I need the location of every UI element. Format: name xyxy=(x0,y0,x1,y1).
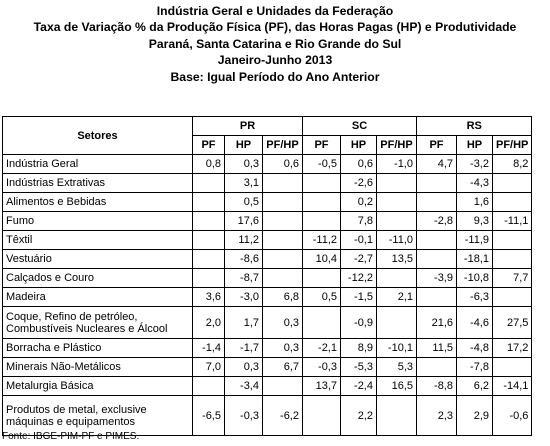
value-cell: -3,9 xyxy=(417,269,457,288)
value-cell: 6,7 xyxy=(263,358,303,377)
value-cell: -0,6 xyxy=(493,396,532,436)
value-cell xyxy=(377,193,417,212)
value-cell: -4,6 xyxy=(457,307,493,339)
value-cell xyxy=(303,307,341,339)
value-cell: 21,6 xyxy=(417,307,457,339)
state-header-rs: RS xyxy=(417,117,532,136)
value-cell: -6,3 xyxy=(457,288,493,307)
sector-name-cell: Metalurgia Básica xyxy=(3,377,193,396)
value-cell: -0,9 xyxy=(341,307,377,339)
value-cell: -8,7 xyxy=(225,269,263,288)
value-cell: 7,0 xyxy=(193,358,225,377)
value-cell: -3,2 xyxy=(457,155,493,174)
value-cell xyxy=(303,396,341,436)
value-cell: 1,7 xyxy=(225,307,263,339)
metric-header-pf-hp: PF/HP xyxy=(263,136,303,155)
sector-name-cell: Produtos de metal, exclusive máquinas e equipamentos xyxy=(3,396,193,436)
value-cell: -18,1 xyxy=(457,250,493,269)
value-cell: 9,3 xyxy=(457,212,493,231)
value-cell: 2,3 xyxy=(417,396,457,436)
value-cell: 0,5 xyxy=(303,288,341,307)
value-cell: 10,4 xyxy=(303,250,341,269)
value-cell xyxy=(377,174,417,193)
table-row xyxy=(3,155,532,174)
table-row xyxy=(3,212,532,231)
state-header-pr: PR xyxy=(193,117,303,136)
value-cell xyxy=(417,174,457,193)
title-line-2: Taxa de Variação % da Produção Física (PF), das Horas Pagas (HP) e Produtividade xyxy=(33,20,517,35)
value-cell: 4,7 xyxy=(417,155,457,174)
value-cell xyxy=(193,377,225,396)
value-cell: -2,8 xyxy=(417,212,457,231)
value-cell: 0,3 xyxy=(263,339,303,358)
table-row xyxy=(3,358,532,377)
value-cell: 0,5 xyxy=(225,193,263,212)
value-cell: 3,1 xyxy=(225,174,263,193)
value-cell: 17,6 xyxy=(225,212,263,231)
sector-name-cell: Têxtil xyxy=(3,231,193,250)
sector-name-cell: Coque, Refino de petróleo, Combustíveis Nucleares e Álcool xyxy=(3,307,193,339)
sector-name-cell: Indústria Geral xyxy=(3,155,193,174)
value-cell xyxy=(377,269,417,288)
value-cell xyxy=(493,174,532,193)
value-cell: -11,2 xyxy=(303,231,341,250)
metric-header-pf: PF xyxy=(303,136,341,155)
value-cell: 13,7 xyxy=(303,377,341,396)
sector-name-cell: Calçados e Couro xyxy=(3,269,193,288)
sector-column-header: Setores xyxy=(3,117,193,155)
value-cell: 27,5 xyxy=(493,307,532,339)
title-line-3: Paraná, Santa Catarina e Rio Grande do Sul xyxy=(148,36,402,51)
value-cell xyxy=(263,250,303,269)
sector-name-cell: Fumo xyxy=(3,212,193,231)
value-cell xyxy=(263,377,303,396)
value-cell: -14,1 xyxy=(493,377,532,396)
table-row xyxy=(3,231,532,250)
value-cell xyxy=(417,250,457,269)
value-cell: 0,3 xyxy=(225,155,263,174)
table-row xyxy=(3,396,532,436)
value-cell: -8,8 xyxy=(417,377,457,396)
value-cell xyxy=(493,250,532,269)
title-line-4: Janeiro-Junho 2013 xyxy=(217,53,333,68)
report-title xyxy=(0,3,550,85)
sector-name-cell: Indústrias Extrativas xyxy=(3,174,193,193)
value-cell xyxy=(263,212,303,231)
metric-header-hp: HP xyxy=(341,136,377,155)
value-cell: 2,9 xyxy=(457,396,493,436)
value-cell xyxy=(493,231,532,250)
value-cell: 0,2 xyxy=(341,193,377,212)
metric-header-hp: HP xyxy=(225,136,263,155)
value-cell: 17,2 xyxy=(493,339,532,358)
value-cell: 16,5 xyxy=(377,377,417,396)
value-cell xyxy=(493,288,532,307)
value-cell: -12,2 xyxy=(341,269,377,288)
value-cell: 2,1 xyxy=(377,288,417,307)
value-cell: -0,1 xyxy=(341,231,377,250)
value-cell xyxy=(417,193,457,212)
value-cell: 11,2 xyxy=(225,231,263,250)
value-cell xyxy=(193,174,225,193)
value-cell: 0,3 xyxy=(225,358,263,377)
value-cell: -3,4 xyxy=(225,377,263,396)
value-cell: -2,7 xyxy=(341,250,377,269)
value-cell xyxy=(263,174,303,193)
source-note: Fonte: IBGE-PIM-PF e PIMES. xyxy=(2,431,140,442)
value-cell: 11,5 xyxy=(417,339,457,358)
value-cell xyxy=(303,269,341,288)
value-cell: 7,8 xyxy=(341,212,377,231)
sector-name-cell: Borracha e Plástico xyxy=(3,339,193,358)
title-line-1: Indústria Geral e Unidades da Federação xyxy=(156,4,394,18)
value-cell xyxy=(417,358,457,377)
variation-table xyxy=(2,116,532,436)
sector-name-cell: Vestuário xyxy=(3,250,193,269)
metric-header-pf: PF xyxy=(417,136,457,155)
value-cell xyxy=(263,193,303,212)
value-cell: 2,0 xyxy=(193,307,225,339)
title-line-5: Base: Igual Período do Ano Anterior xyxy=(170,69,380,84)
value-cell: -0,3 xyxy=(225,396,263,436)
value-cell: 0,6 xyxy=(263,155,303,174)
table-row xyxy=(3,174,532,193)
metric-header-hp: HP xyxy=(457,136,493,155)
value-cell: -6,2 xyxy=(263,396,303,436)
metric-header-pf: PF xyxy=(193,136,225,155)
value-cell xyxy=(493,193,532,212)
value-cell xyxy=(303,193,341,212)
header-row-states xyxy=(3,117,532,136)
value-cell: -10,8 xyxy=(457,269,493,288)
value-cell: -8,6 xyxy=(225,250,263,269)
table-row xyxy=(3,193,532,212)
table-body xyxy=(3,155,532,436)
state-header-sc: SC xyxy=(303,117,417,136)
metric-header-pf-hp: PF/HP xyxy=(377,136,417,155)
value-cell xyxy=(417,231,457,250)
table-row xyxy=(3,288,532,307)
table-row xyxy=(3,377,532,396)
value-cell: 2,2 xyxy=(341,396,377,436)
value-cell xyxy=(303,212,341,231)
value-cell xyxy=(193,269,225,288)
sector-name-cell: Alimentos e Bebidas xyxy=(3,193,193,212)
value-cell: -2,1 xyxy=(303,339,341,358)
value-cell: 7,7 xyxy=(493,269,532,288)
value-cell: 0,8 xyxy=(193,155,225,174)
value-cell: -1,7 xyxy=(225,339,263,358)
value-cell: 8,9 xyxy=(341,339,377,358)
value-cell: -11,9 xyxy=(457,231,493,250)
table-row xyxy=(3,307,532,339)
value-cell xyxy=(377,396,417,436)
value-cell: -5,3 xyxy=(341,358,377,377)
value-cell xyxy=(193,212,225,231)
value-cell: 3,6 xyxy=(193,288,225,307)
value-cell: -10,1 xyxy=(377,339,417,358)
sector-name-cell: Madeira xyxy=(3,288,193,307)
value-cell: -1,0 xyxy=(377,155,417,174)
value-cell: -7,8 xyxy=(457,358,493,377)
value-cell: -4,8 xyxy=(457,339,493,358)
value-cell: 5,3 xyxy=(377,358,417,377)
value-cell: 0,3 xyxy=(263,307,303,339)
value-cell: -0,5 xyxy=(303,155,341,174)
value-cell: -4,3 xyxy=(457,174,493,193)
value-cell: 6,8 xyxy=(263,288,303,307)
value-cell xyxy=(303,174,341,193)
table-row xyxy=(3,339,532,358)
metric-header-pf-hp: PF/HP xyxy=(493,136,532,155)
value-cell: 0,6 xyxy=(341,155,377,174)
value-cell: -1,5 xyxy=(341,288,377,307)
value-cell: -6,5 xyxy=(193,396,225,436)
value-cell: -0,3 xyxy=(303,358,341,377)
value-cell: -2,4 xyxy=(341,377,377,396)
value-cell: 13,5 xyxy=(377,250,417,269)
value-cell xyxy=(377,307,417,339)
value-cell xyxy=(193,250,225,269)
value-cell: -2,6 xyxy=(341,174,377,193)
value-cell xyxy=(493,358,532,377)
value-cell: -3,0 xyxy=(225,288,263,307)
sector-name-cell: Minerais Não-Metálicos xyxy=(3,358,193,377)
table-row xyxy=(3,269,532,288)
value-cell xyxy=(417,288,457,307)
value-cell: -11,1 xyxy=(493,212,532,231)
value-cell: 6,2 xyxy=(457,377,493,396)
value-cell: 1,6 xyxy=(457,193,493,212)
value-cell xyxy=(263,269,303,288)
value-cell xyxy=(193,231,225,250)
value-cell: -1,4 xyxy=(193,339,225,358)
table-row xyxy=(3,250,532,269)
value-cell: 8,2 xyxy=(493,155,532,174)
value-cell xyxy=(263,231,303,250)
value-cell: -11,0 xyxy=(377,231,417,250)
value-cell xyxy=(193,193,225,212)
value-cell xyxy=(377,212,417,231)
